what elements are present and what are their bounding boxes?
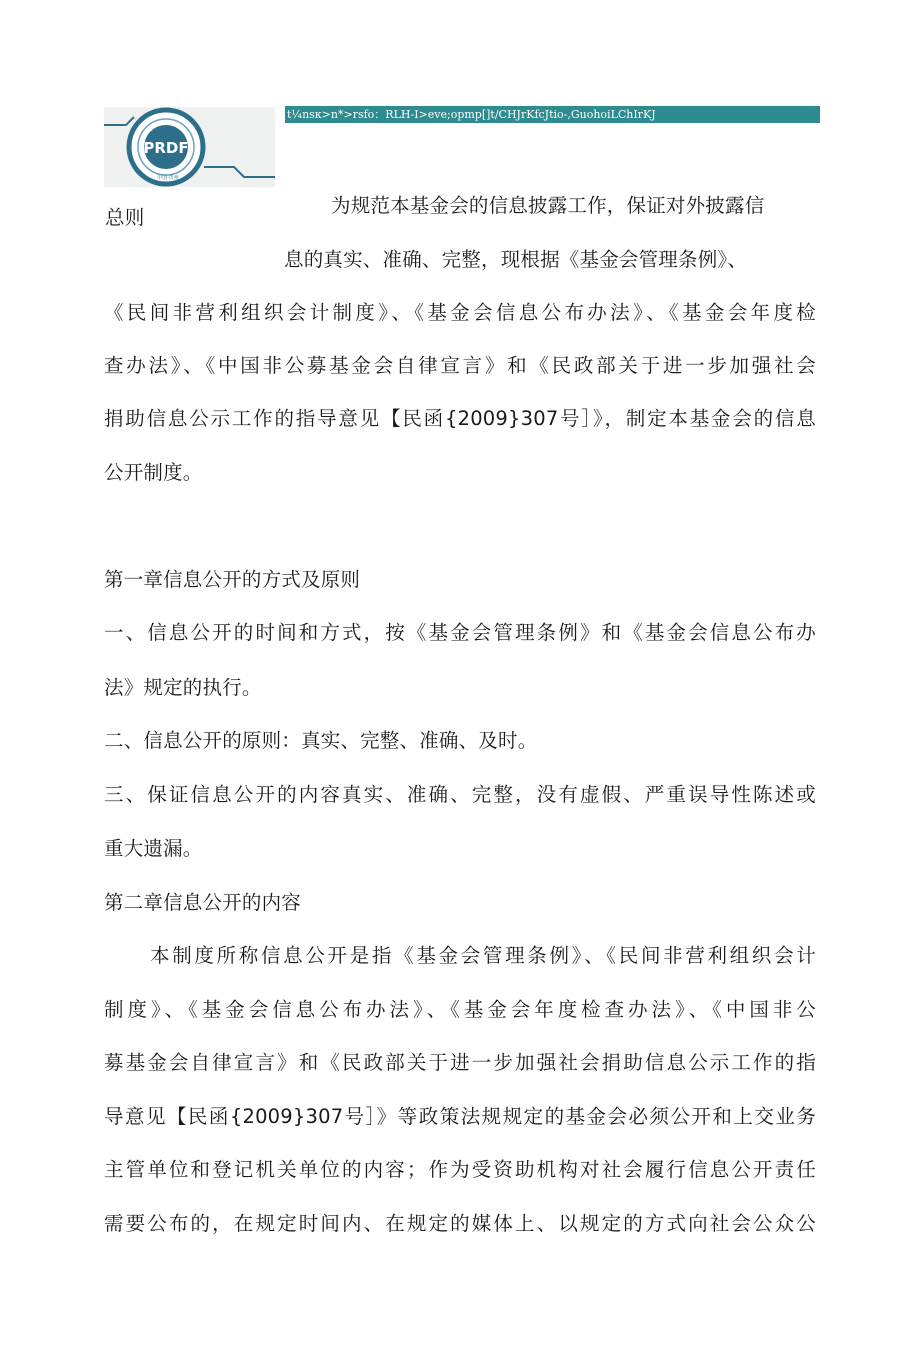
chapter-2-line: 主管单位和登记机关单位的内容；作为受资助机构对社会履行信息公开责任 (104, 1158, 816, 1181)
chapter-2-line: 需要公布的，在规定时间内、在规定的媒体上、以规定的方式向社会公众公 (104, 1212, 816, 1235)
chapter-1-line: 一、信息公开的时间和方式，按《基金会管理条例》和《基金会信息公布办 (104, 621, 816, 644)
intro-line: 息的真实、准确、完整，现根据《基金会管理条例》、 (284, 248, 748, 271)
intro-line: 为规范本基金会的信息披露工作，保证对外披露信 (331, 194, 765, 217)
intro-line: 公开制度。 (104, 461, 203, 484)
chapter-2-title: 第二章信息公开的内容 (104, 891, 302, 914)
chapter-2-line: 导意见【民函{2009}307号］》等政策法规规定的基金会必须公开和上交业务 (104, 1105, 816, 1128)
chapter-2-line: 募基金会自律宣言》和《民政部关于进一步加强社会捐助信息公示工作的指 (104, 1051, 816, 1074)
chapter-1-line: 重大遗漏。 (104, 837, 203, 860)
intro-line: 《民间非营利组织会计制度》、《基金会信息公布办法》、《基金会年度检 (104, 301, 816, 324)
chapter-1-title: 第一章信息公开的方式及原则 (104, 568, 361, 591)
foundation-logo (104, 107, 275, 187)
chapter-1-line: 二、信息公开的原则：真实、完整、准确、及时。 (104, 729, 538, 752)
intro-line: 捐助信息公示工作的指导意见【民函{2009}307号］》，制定本基金会的信息 (104, 407, 816, 430)
logo-text: PRDF (143, 139, 189, 157)
header-banner: t¼nsκ>n*>rsfo：RLH-I>eve;opmp[]t/CHJrKfcJtio-,GuohoiLChIrKJ (285, 106, 820, 123)
chapter-2-line: 本制度所称信息公开是指《基金会管理条例》、《民间非营利组织会计 (150, 944, 816, 967)
chapter-1-line: 三、保证信息公开的内容真实、准确、完整，没有虚假、严重误导性陈述或 (104, 783, 816, 806)
chapter-1-line: 法》规定的执行。 (104, 676, 262, 699)
chapter-2-line: 制度》、《基金会信息公布办法》、《基金会年度检查办法》、《中国非公 (104, 998, 816, 1021)
logo-caption: 中国·贵州 (157, 175, 179, 181)
intro-line: 查办法》、《中国非公募基金会自律宣言》和《民政部关于进一步加强社会 (104, 354, 816, 377)
section-label: 总则 (105, 206, 145, 229)
